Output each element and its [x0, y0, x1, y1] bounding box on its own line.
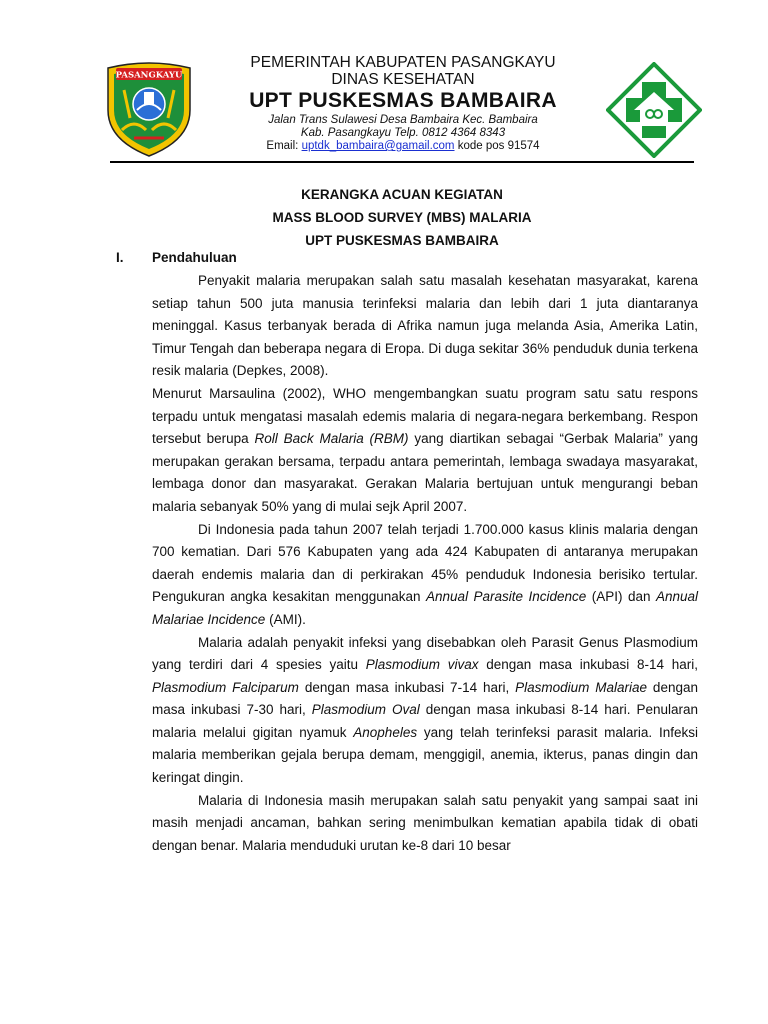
section-body: [152, 270, 698, 857]
postal-code: kode pos 91574: [457, 140, 540, 152]
italic-term: Anopheles: [353, 724, 418, 740]
document-institution: UPT PUSKESMAS BAMBAIRA: [305, 233, 499, 248]
paragraph-2: Menurut Marsaulina (2002), WHO mengembangkan suatu program satu satu respons terpadu untuk mengatasi masalah edemis malaria di negara-negara berkembang. Respon tersebut berupa Roll Back Malaria (RBM) yang diartikan sebagai “Gerbak Malaria” yang merupakan gerakan bersama, terpadu antara pemerintah, lembaga swadaya masyarakat, lembaga donor dan masyarakat. Gerakan Malaria bertujuan untuk mengurangi beban malaria sebanyak 50% yang di mulai sejk April 2007.: [152, 385, 698, 514]
italic-term: Roll Back Malaria (RBM): [254, 431, 409, 447]
italic-term: Plasmodium vivax: [365, 657, 479, 673]
italic-term: Plasmodium Falciparum: [152, 679, 299, 695]
email-label: Email:: [266, 140, 299, 152]
italic-term: Plasmodium Malariae: [515, 679, 648, 695]
section-number: I.: [116, 250, 124, 265]
paragraph-1: Penyakit malaria merupakan salah satu masalah kesehatan masyarakat, karena setiap tahun 500 juta manusia terinfeksi malaria dan lebih dari 1 juta diantaranya meninggal. Kasus terbanyak berada di Afrika namun juga melanda Asia, Amerika Latin, Timur Tengah dan beberapa negara di Eropa. Di duga sekitar 36% penduduk dunia terkena resik malaria (Depkes, 2008).: [152, 273, 698, 379]
logo-text: PASANGKAYU: [115, 70, 183, 81]
department-name: DINAS KESEHATAN: [331, 71, 475, 88]
section-heading: [116, 250, 237, 265]
italic-term: Annual Malariae Incidence: [152, 589, 698, 627]
document-title-block: [110, 183, 694, 252]
italic-term: Plasmodium Oval: [311, 702, 420, 718]
email-link[interactable]: uptdk_bambaira@gamail.com: [301, 140, 455, 152]
pasangkayu-regency-logo: [104, 60, 194, 158]
document-subtitle: MASS BLOOD SURVEY (MBS) MALARIA: [272, 210, 532, 225]
institution-name: UPT PUSKESMAS BAMBAIRA: [249, 89, 557, 112]
email-line: [200, 140, 606, 153]
puskesmas-logo: [606, 62, 702, 158]
government-name: PEMERINTAH KABUPATEN PASANGKAYU: [250, 54, 556, 71]
paragraph-4: Malaria adalah penyakit infeksi yang disebabkan oleh Parasit Genus Plasmodium yang terdiri dari 4 spesies yaitu Plasmodium vivax dengan masa inkubasi 8-14 hari, Plasmodium Falciparum dengan masa inkubasi 7-14 hari, Plasmodium Malariae dengan masa inkubasi 7-30 hari, Plasmodium Oval dengan masa inkubasi 8-14 hari. Penularan malaria melalui gigitan nyamuk Anopheles yang telah terinfeksi parasit malaria. Infeksi malaria memberikan gejala berupa demam, menggigil, anemia, ikterus, panas dingin dan keringat dingin.: [152, 634, 698, 786]
letterhead: [200, 54, 606, 153]
phone-line: Kab. Pasangkayu Telp. 0812 4364 8343: [300, 127, 506, 139]
document-title: KERANGKA ACUAN KEGIATAN: [301, 187, 503, 202]
section-title: Pendahuluan: [152, 250, 237, 265]
letterhead-divider: [110, 161, 694, 163]
italic-term: Annual Parasite Incidence: [426, 589, 587, 605]
paragraph-3: Di Indonesia pada tahun 2007 telah terjadi 1.700.000 kasus klinis malaria dengan 700 kematian. Dari 576 Kabupaten yang ada 424 Kabupaten di antaranya merupakan daerah endemis malaria dan di perkirakan 45% penduduk Indonesia berisiko tertular. Pengukuran angka kesakitan menggunakan Annual Parasite Incidence (API) dan Annual Malariae Incidence (AMI).: [152, 521, 698, 627]
paragraph-5: Malaria di Indonesia masih merupakan salah satu penyakit yang sampai saat ini masih menjadi ancaman, bahkan sering menimbulkan kematian apabila tidak di obati dengan benar. Malaria menduduki urutan ke-8 dari 10 besar: [152, 792, 698, 853]
address-line: Jalan Trans Sulawesi Desa Bambaira Kec. Bambaira: [268, 114, 538, 126]
